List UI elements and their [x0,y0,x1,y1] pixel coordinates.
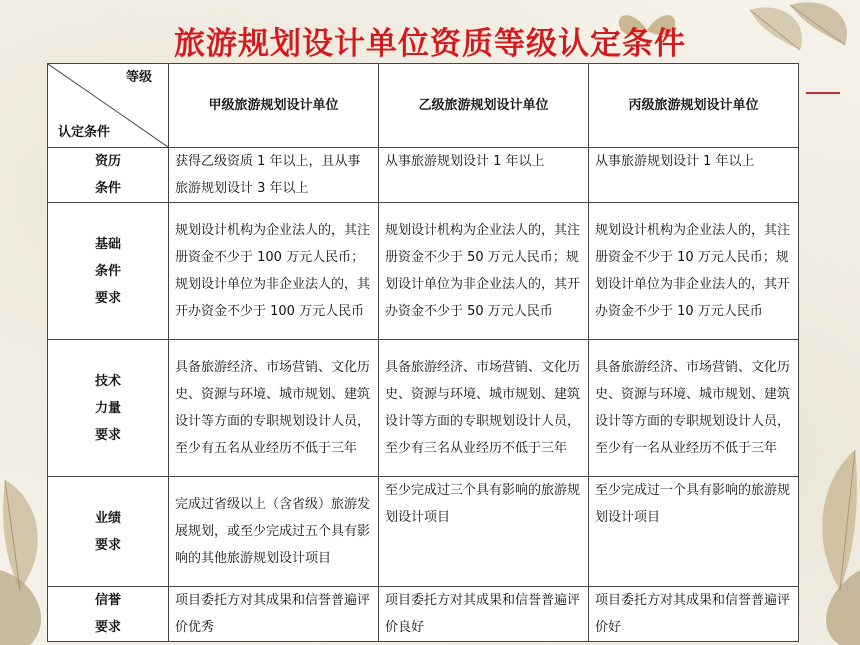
table-row [48,587,799,642]
table-cell: 规划设计机构为企业法人的，其注册资金不少于 50 万元人民币；规划设计单位为非企业法人的，其开办资金不少于 50 万元人民币 [379,203,589,340]
table-cell: 获得乙级资质 1 年以上，且从事旅游规划设计 3 年以上 [169,148,379,203]
page-title: 旅游规划设计单位资质等级认定条件 [174,26,686,62]
column-header-class-b: 乙级旅游规划设计单位 [379,64,589,148]
table-cell: 项目委托方对其成果和信誉普遍评价优秀 [169,587,379,642]
table-cell: 至少完成过三个具有影响的旅游规划设计项目 [379,477,589,587]
table-cell: 具备旅游经济、市场营销、文化历史、资源与环境、城市规划、建筑设计等方面的专职规划设计人员，至少有一名从业经历不低于三年 [589,340,799,477]
table-cell: 从事旅游规划设计 1 年以上 [379,148,589,203]
row-label-line: 要求 [94,427,121,443]
row-label-line: 信誉 [94,593,121,608]
row-label-performance [48,477,169,587]
column-header-class-a: 甲级旅游规划设计单位 [169,64,379,148]
table-cell: 从事旅游规划设计 1 年以上 [589,148,799,203]
row-label-line: 条件 [94,263,121,279]
table-header-row [48,64,799,148]
corner-label-level: 等级 [125,70,152,85]
table-row [48,340,799,477]
table-row [48,203,799,340]
table-cell: 至少完成过一个具有影响的旅游规划设计项目 [589,477,799,587]
corner-label-criteria: 认定条件 [58,125,111,140]
table-cell: 完成过省级以上（含省级）旅游发展规划，或至少完成过五个具有影响的其他旅游规划设计项目 [169,477,379,587]
row-label-line: 资历 [94,154,121,169]
row-label-line: 力量 [94,400,121,416]
row-label-line: 基础 [94,236,121,252]
corner-header-cell [48,64,169,148]
table-row [48,148,799,203]
row-label-reputation [48,587,169,642]
leaf-decoration-right [800,440,860,645]
column-header-class-c: 丙级旅游规划设计单位 [589,64,799,148]
row-label-line: 要求 [94,290,121,306]
table-cell: 项目委托方对其成果和信誉普遍评价好 [589,587,799,642]
table-cell: 具备旅游经济、市场营销、文化历史、资源与环境、城市规划、建筑设计等方面的专职规划设计人员，至少有五名从业经历不低于三年 [169,340,379,477]
qualification-table [47,63,799,642]
row-label-line: 要求 [94,620,121,635]
row-label-line: 业绩 [94,510,121,526]
table-cell: 项目委托方对其成果和信誉普遍评价良好 [379,587,589,642]
table-cell: 规划设计机构为企业法人的，其注册资金不少于 100 万元人民币；规划设计单位为非企业法人的，其开办资金不少于 100 万元人民币 [169,203,379,340]
row-label-line: 技术 [94,373,121,389]
decorative-red-line [806,92,840,94]
row-label-line: 条件 [94,181,121,196]
row-label-basic-conditions [48,203,169,340]
table-cell: 规划设计机构为企业法人的，其注册资金不少于 10 万元人民币；规划设计单位为非企业法人的，其开办资金不少于 10 万元人民币 [589,203,799,340]
row-label-qualification [48,148,169,203]
row-label-line: 要求 [94,537,121,553]
table-cell: 具备旅游经济、市场营销、文化历史、资源与环境、城市规划、建筑设计等方面的专职规划设计人员，至少有三名从业经历不低于三年 [379,340,589,477]
table-row [48,477,799,587]
row-label-technical-strength [48,340,169,477]
